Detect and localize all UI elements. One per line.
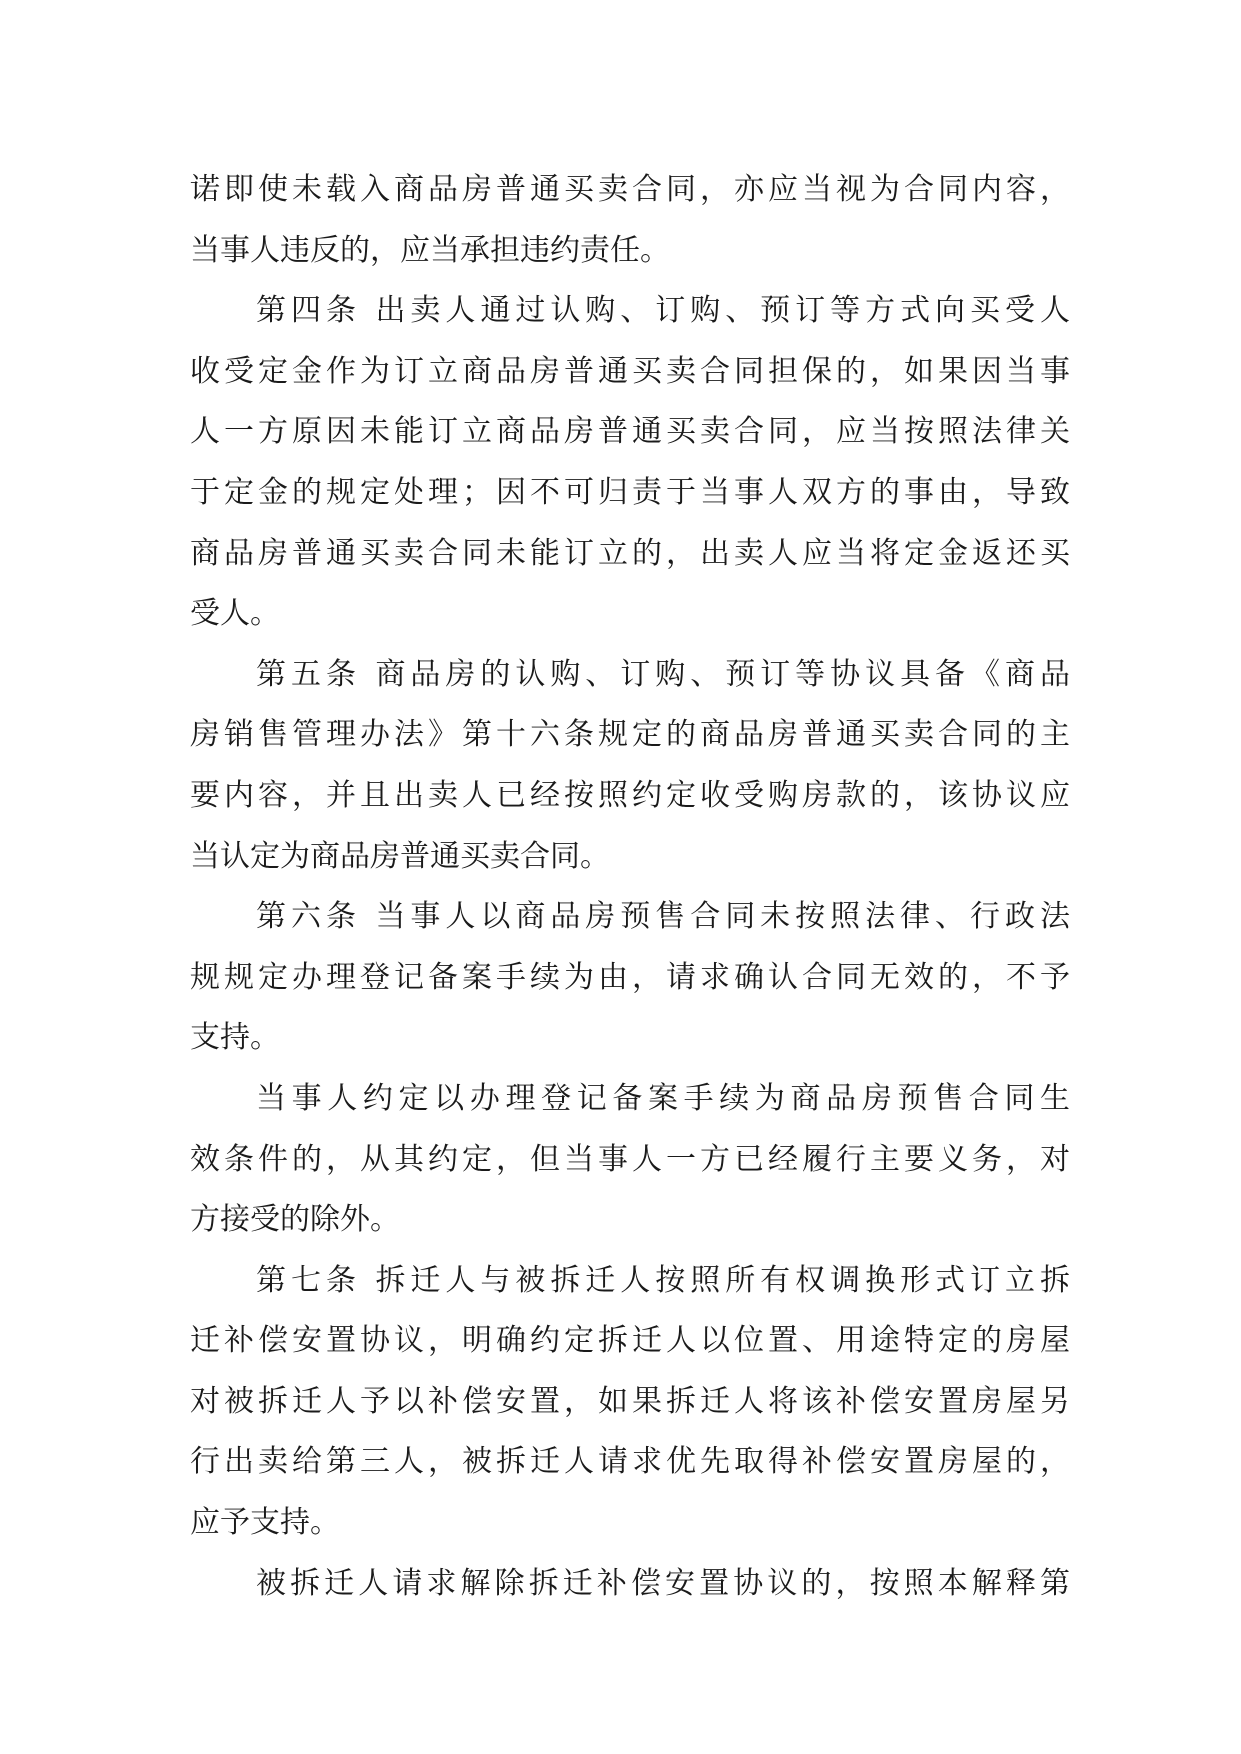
text-line: 被拆迁人请求解除拆迁补偿安置协议的，按照本解释第 <box>256 1565 1070 1601</box>
text-line: 人一方原因未能订立商品房普通买卖合同，应当按照法律关 <box>190 414 1070 450</box>
text-line: 商品房普通买卖合同未能订立的，出卖人应当将定金返还买 <box>190 535 1070 571</box>
text-line: 当事人约定以办理登记备案手续为商品房预售合同生 <box>256 1080 1070 1116</box>
text-line: 第六条 当事人以商品房预售合同未按照法律、行政法 <box>256 899 1070 935</box>
text-line: 诺即使未载入商品房普通买卖合同，亦应当视为合同内容， <box>190 172 1070 207</box>
text-line: 房销售管理办法》第十六条规定的商品房普通买卖合同的主 <box>190 717 1070 753</box>
text-line: 第七条 拆迁人与被拆迁人按照所有权调换形式订立拆 <box>256 1262 1070 1298</box>
text-line: 收受定金作为订立商品房普通买卖合同担保的，如果因当事 <box>190 353 1070 389</box>
document-body <box>190 160 1070 1614</box>
text-line: 迁补偿安置协议，明确约定拆迁人以位置、用途特定的房屋 <box>190 1323 1070 1359</box>
text-line: 行出卖给第三人，被拆迁人请求优先取得补偿安置房屋的， <box>190 1444 1070 1480</box>
text-line: 效条件的，从其约定，但当事人一方已经履行主要义务，对 <box>190 1141 1070 1177</box>
text-line: 当事人违反的，应当承担违约责任。 <box>190 232 670 268</box>
text-line: 规规定办理登记备案手续为由，请求确认合同无效的，不予 <box>190 959 1070 995</box>
text-line: 第四条 出卖人通过认购、订购、预订等方式向买受人 <box>256 293 1070 329</box>
text-line: 要内容，并且出卖人已经按照约定收受购房款的，该协议应 <box>190 777 1070 813</box>
text-line: 当认定为商品房普通买卖合同。 <box>190 838 610 874</box>
text-line: 于定金的规定处理；因不可归责于当事人双方的事由，导致 <box>190 474 1070 510</box>
text-line: 方接受的除外。 <box>190 1202 400 1238</box>
text-line: 受人。 <box>190 596 280 632</box>
text-line: 第五条 商品房的认购、订购、预订等协议具备《商品 <box>256 656 1070 692</box>
text-line: 应予支持。 <box>190 1505 340 1541</box>
text-line: 对被拆迁人予以补偿安置，如果拆迁人将该补偿安置房屋另 <box>190 1383 1070 1419</box>
text-line: 支持。 <box>190 1020 280 1056</box>
